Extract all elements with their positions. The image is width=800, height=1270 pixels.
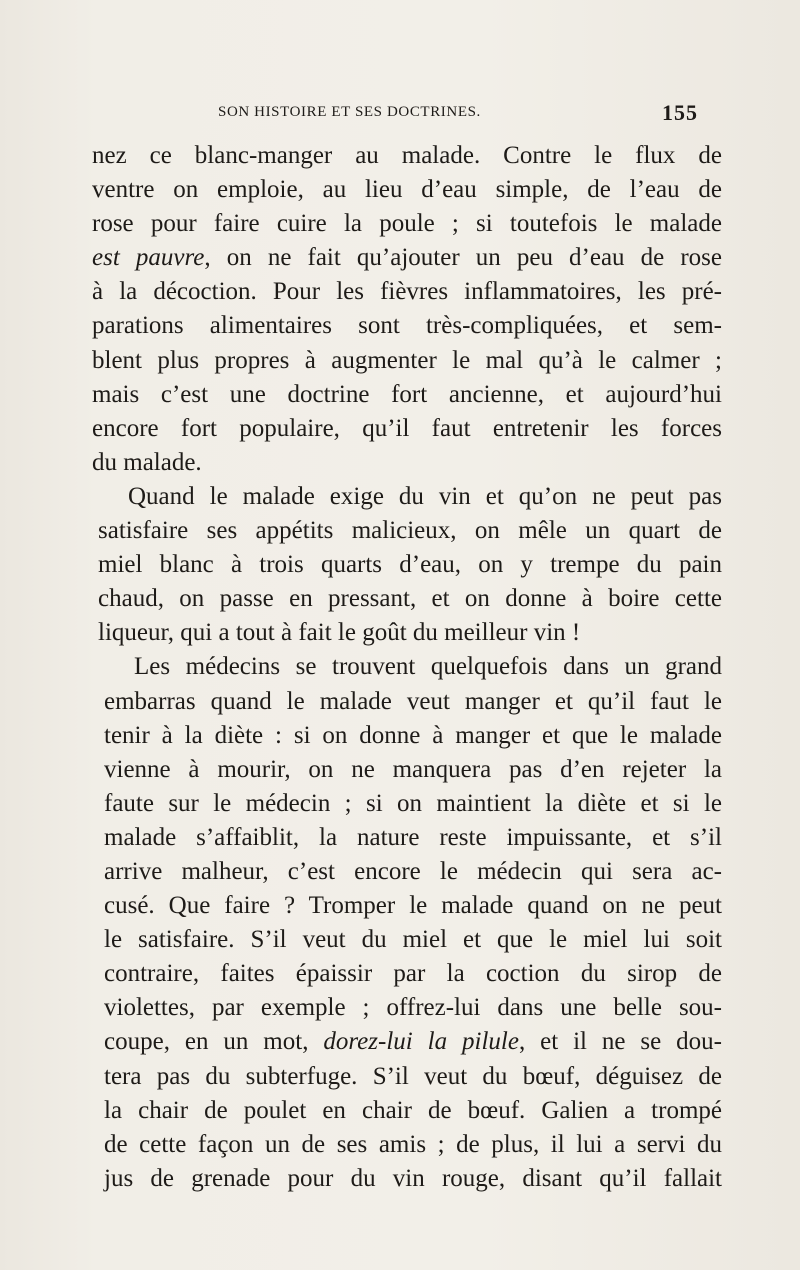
paragraph-2: [98, 480, 722, 650]
text-line: rose pour faire cuire la poule ; si toutefois le malade: [92, 210, 722, 238]
text-line: à la décoction. Pour les fièvres inflammatoires, les pré-: [92, 278, 722, 306]
text-line: Les médecins se trouvent quelquefois dans un grand: [134, 653, 722, 681]
italic-phrase: dorez-lui la pilule: [323, 1028, 519, 1056]
text-line: miel blanc à trois quarts d’eau, on y trempe du pain: [98, 551, 722, 579]
text-line: embarras quand le malade veut manger et qu’il faut le: [104, 687, 722, 715]
text-line: vienne à mourir, on ne manquera pas d’en rejeter la: [104, 755, 722, 783]
text-line: jus de grenade pour du vin rouge, disant qu’il fallait: [104, 1164, 722, 1192]
text-line: mais c’est une doctrine fort ancienne, et aujourd’hui: [92, 380, 722, 408]
running-title: SON HISTOIRE ET SES DOCTRINES.: [218, 104, 481, 120]
text-line: chaud, on passe en pressant, et on donne à boire cette: [98, 585, 722, 613]
text-line: tenir à la diète : si on donne à manger et que le malade: [104, 721, 722, 749]
text-line: contraire, faites épaissir par la coction du sirop de: [104, 960, 722, 988]
text-line: satisfaire ses appétits malicieux, on mêle un quart de: [98, 517, 722, 545]
text-line: violettes, par exemple ; offrez-lui dans une belle sou-: [104, 994, 722, 1022]
text-line: parations alimentaires sont très-compliquées, et sem-: [92, 312, 722, 340]
paragraph-3: [104, 650, 722, 1196]
text-line: [104, 1025, 722, 1059]
text-line: malade s’affaiblit, la nature reste impuissante, et s’il: [104, 823, 722, 851]
text-line: nez ce blanc-manger au malade. Contre le flux de: [92, 142, 722, 169]
page-number: 155: [662, 100, 698, 125]
text-line: [92, 241, 722, 275]
text-span: coupe, en un mot,: [104, 1028, 324, 1056]
paragraph-1: [92, 139, 722, 480]
text-line: du malade.: [92, 448, 202, 476]
body-text: [92, 139, 722, 1196]
text-span: , on ne fait qu’ajouter un peu d’eau de rose: [204, 244, 723, 272]
page-header: [218, 100, 698, 124]
text-span: , et il ne se dou-: [518, 1028, 722, 1056]
text-line: arrive malheur, c’est encore le médecin qui sera ac-: [104, 857, 722, 885]
text-line: la chair de poulet en chair de bœuf. Galien a trompé: [104, 1096, 722, 1124]
text-line: liqueur, qui a tout à fait le goût du meilleur vin !: [98, 619, 581, 647]
text-line: ventre on emploie, au lieu d’eau simple, de l’eau de: [92, 176, 722, 204]
text-line: faute sur le médecin ; si on maintient la diète et si le: [104, 789, 722, 817]
text-line: blent plus propres à augmenter le mal qu’à le calmer ;: [92, 346, 722, 374]
text-line: encore fort populaire, qu’il faut entretenir les forces: [92, 414, 722, 442]
italic-phrase: est pauvre: [92, 244, 205, 272]
text-line: Quand le malade exige du vin et qu’on ne peut pas: [128, 482, 722, 510]
text-line: cusé. Que faire ? Tromper le malade quand on ne peut: [104, 892, 722, 920]
text-line: tera pas du subterfuge. S’il veut du bœuf, déguisez de: [104, 1062, 722, 1090]
text-line: le satisfaire. S’il veut du miel et que le miel lui soit: [104, 926, 722, 954]
text-line: de cette façon un de ses amis ; de plus, il lui a servi du: [104, 1130, 722, 1158]
